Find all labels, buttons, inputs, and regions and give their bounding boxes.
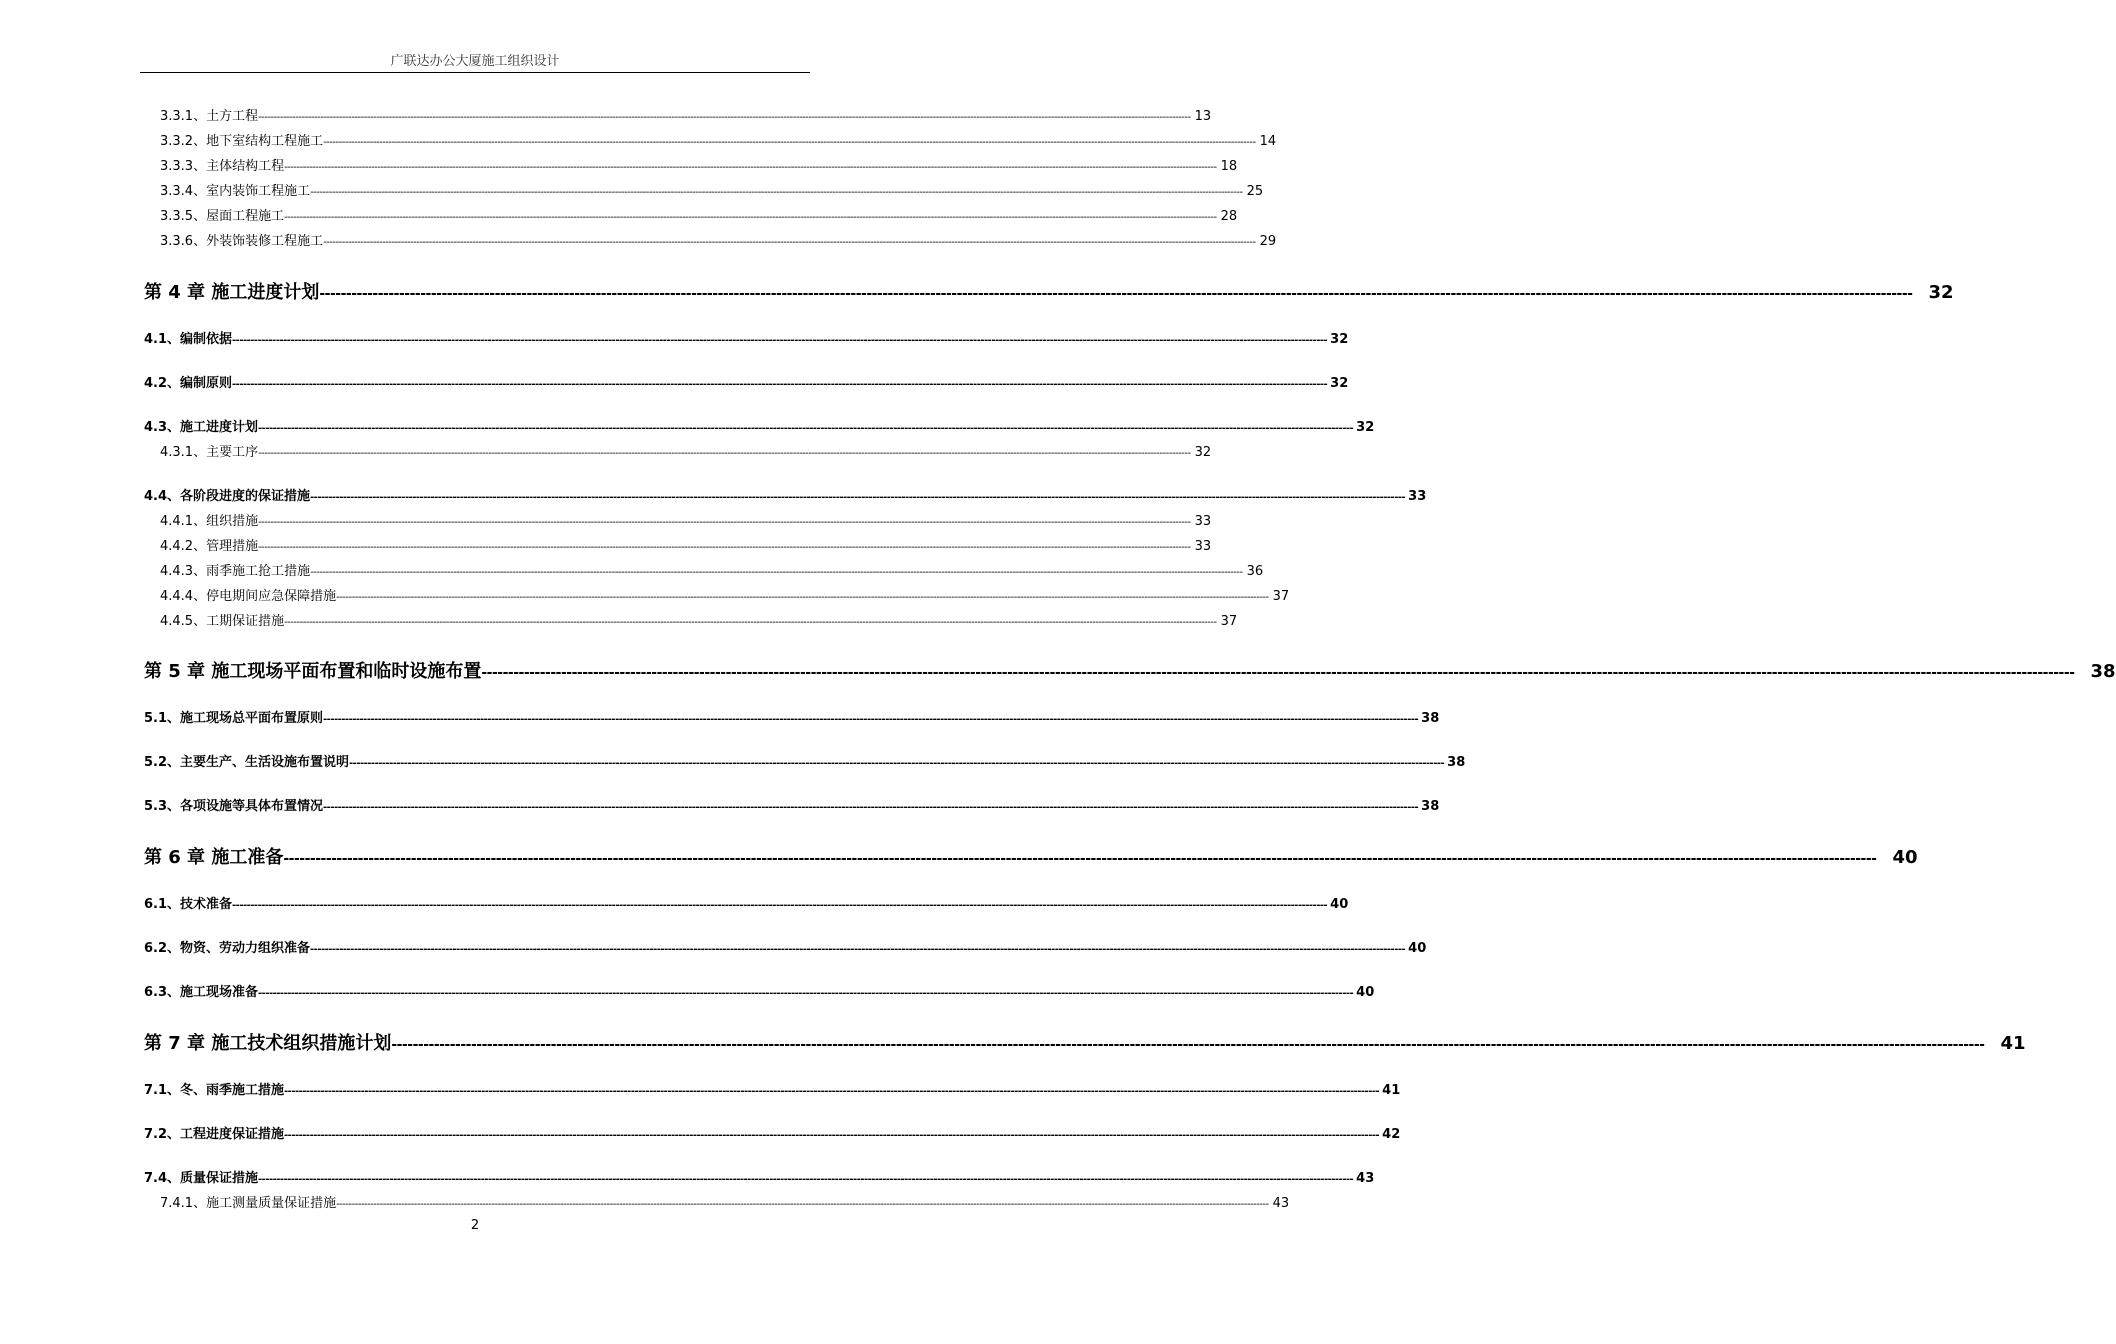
toc-leader-dots: ------------------------------------------------------------------------------------------------------------------------------------------------------------------------------------------------------------------------------------------------------------------------------------------------------------ [284, 617, 1217, 628]
toc-entry-label: 3.3.4、室内装饰工程施工 [160, 184, 311, 199]
toc-entry-page: 33 [1194, 539, 1212, 554]
toc-leader-dots: ------------------------------------------------------------------------------------------------------------------------------------------------------------------------------------------------------------------------------------------------------------------------------------------------------------ [336, 592, 1269, 603]
toc-leader-dots: ------------------------------------------------------------------------------------------------------------------------------------------------------------------------------------------------------------------------------------------------------------------------------------------------------------ [284, 1086, 1380, 1097]
toc-section-page: 40 [1408, 941, 1427, 956]
toc-leader-dots: ------------------------------------------------------------------------------------------------------------------------------------------------------------------------------------------------------------------------------------------------------------------------------------------------------------ [310, 492, 1406, 503]
toc-entry-page: 13 [1194, 109, 1212, 124]
toc-section-page: 32 [1330, 376, 1349, 391]
toc-leader-dots: ------------------------------------------------------------------------------------------------------------------------------------------------------------------------------------------------------------------------------------------------------------------------------------------------------------ [258, 1174, 1354, 1185]
toc-section[interactable] [144, 372, 1349, 391]
toc-section[interactable] [144, 937, 1427, 956]
toc-section[interactable] [144, 893, 1349, 912]
toc-leader-dots: ------------------------------------------------------------------------------------------------------------------------------------------------------------------------------------------------------------------------------------------------------------------------------------------------------------ [258, 542, 1191, 553]
toc-section-page: 32 [1330, 332, 1349, 347]
toc-entry[interactable] [160, 205, 1238, 224]
toc-leader-dots: ------------------------------------------------------------------------------------------------------------------------------------------------------------------------------------------------------------------------------------------------------------------------------------------------------------ [258, 112, 1191, 123]
toc-section-page: 41 [1382, 1083, 1401, 1098]
toc-entry-label: 3.3.3、主体结构工程 [160, 159, 285, 174]
toc-entry-label: 4.4.3、雨季施工抢工措施 [160, 564, 311, 579]
toc-leader-dots: ------------------------------------------------------------------------------------------------------------------------------------------------------------------------------------------------------------------------------------------------------------------------------------------------------------ [391, 1037, 1985, 1053]
toc-section-page: 38 [1421, 711, 1440, 726]
toc-section[interactable] [144, 1123, 1401, 1142]
toc-section-label: 6.1、技术准备 [144, 897, 233, 912]
toc-leader-dots: ------------------------------------------------------------------------------------------------------------------------------------------------------------------------------------------------------------------------------------------------------------------------------------------------------------ [481, 665, 2075, 681]
toc-leader-dots: ------------------------------------------------------------------------------------------------------------------------------------------------------------------------------------------------------------------------------------------------------------------------------------------------------------ [258, 448, 1191, 459]
toc-chapter-label: 第 7 章 施工技术组织措施计划 [144, 1033, 392, 1054]
header-rule [140, 72, 810, 73]
toc-entry[interactable] [160, 585, 1290, 604]
toc-section-label: 4.1、编制依据 [144, 332, 233, 347]
toc-section-label: 5.1、施工现场总平面布置原则 [144, 711, 324, 726]
toc-entry-page: 37 [1272, 589, 1290, 604]
toc-leader-dots: ------------------------------------------------------------------------------------------------------------------------------------------------------------------------------------------------------------------------------------------------------------------------------------------------------------ [323, 137, 1256, 148]
toc-section-label: 7.2、工程进度保证措施 [144, 1127, 285, 1142]
toc-chapter-page: 41 [2000, 1033, 2026, 1054]
toc-leader-dots: ------------------------------------------------------------------------------------------------------------------------------------------------------------------------------------------------------------------------------------------------------------------------------------------------------------ [323, 714, 1419, 725]
toc-leader-dots: ------------------------------------------------------------------------------------------------------------------------------------------------------------------------------------------------------------------------------------------------------------------------------------------------------------ [284, 162, 1217, 173]
toc-section[interactable] [144, 485, 1427, 504]
toc-entry[interactable] [160, 510, 1212, 529]
toc-entry-page: 43 [1272, 1196, 1290, 1211]
toc-section[interactable] [144, 1079, 1401, 1098]
toc-section-page: 32 [1356, 420, 1375, 435]
toc-section[interactable] [144, 751, 1466, 770]
toc-section-label: 6.2、物资、劳动力组织准备 [144, 941, 311, 956]
toc-entry-page: 25 [1246, 184, 1264, 199]
toc-leader-dots: ------------------------------------------------------------------------------------------------------------------------------------------------------------------------------------------------------------------------------------------------------------------------------------------------------------ [349, 758, 1445, 769]
toc-entry-page: 18 [1220, 159, 1238, 174]
toc-entry-label: 3.3.2、地下室结构工程施工 [160, 134, 324, 149]
toc-entry-label: 4.4.2、管理措施 [160, 539, 259, 554]
toc-chapter[interactable] [144, 1029, 2026, 1054]
toc-section-page: 42 [1382, 1127, 1401, 1142]
toc-leader-dots: ------------------------------------------------------------------------------------------------------------------------------------------------------------------------------------------------------------------------------------------------------------------------------------------------------------ [232, 900, 1328, 911]
toc-leader-dots: ------------------------------------------------------------------------------------------------------------------------------------------------------------------------------------------------------------------------------------------------------------------------------------------------------------ [258, 517, 1191, 528]
toc-leader-dots: ------------------------------------------------------------------------------------------------------------------------------------------------------------------------------------------------------------------------------------------------------------------------------------------------------------ [323, 237, 1256, 248]
toc-entry-label: 3.3.6、外装饰装修工程施工 [160, 234, 324, 249]
toc-leader-dots: ------------------------------------------------------------------------------------------------------------------------------------------------------------------------------------------------------------------------------------------------------------------------------------------------------------ [319, 286, 1913, 302]
toc-chapter-label: 第 6 章 施工准备 [144, 847, 284, 868]
toc-entry[interactable] [160, 180, 1264, 199]
toc-chapter[interactable] [144, 278, 1954, 303]
toc-entry[interactable] [160, 105, 1212, 124]
toc-section[interactable] [144, 1167, 1375, 1186]
toc-leader-dots: ------------------------------------------------------------------------------------------------------------------------------------------------------------------------------------------------------------------------------------------------------------------------------------------------------------ [232, 335, 1328, 346]
toc-leader-dots: ------------------------------------------------------------------------------------------------------------------------------------------------------------------------------------------------------------------------------------------------------------------------------------------------------------ [310, 944, 1406, 955]
toc-entry-label: 3.3.5、屋面工程施工 [160, 209, 285, 224]
toc-section-label: 4.3、施工进度计划 [144, 420, 259, 435]
toc-chapter-page: 38 [2090, 661, 2116, 682]
toc-entry[interactable] [160, 130, 1277, 149]
toc-leader-dots: ------------------------------------------------------------------------------------------------------------------------------------------------------------------------------------------------------------------------------------------------------------------------------------------------------------ [258, 988, 1354, 999]
toc-chapter-label: 第 4 章 施工进度计划 [144, 282, 320, 303]
toc-entry-label: 4.4.1、组织措施 [160, 514, 259, 529]
toc-leader-dots: ------------------------------------------------------------------------------------------------------------------------------------------------------------------------------------------------------------------------------------------------------------------------------------------------------------ [258, 423, 1354, 434]
toc-section[interactable] [144, 328, 1349, 347]
toc-entry-label: 4.3.1、主要工序 [160, 445, 259, 460]
toc-section-label: 6.3、施工现场准备 [144, 985, 259, 1000]
toc-entry[interactable] [160, 1192, 1290, 1211]
toc-section-page: 40 [1356, 985, 1375, 1000]
toc-section-page: 38 [1447, 755, 1466, 770]
toc-section[interactable] [144, 795, 1440, 814]
toc-entry-page: 29 [1259, 234, 1277, 249]
toc-entry-page: 14 [1259, 134, 1277, 149]
page-header-title: 广联达办公大厦施工组织设计 [390, 54, 560, 69]
toc-section-label: 4.4、各阶段进度的保证措施 [144, 489, 311, 504]
toc-leader-dots: ------------------------------------------------------------------------------------------------------------------------------------------------------------------------------------------------------------------------------------------------------------------------------------------------------------ [310, 187, 1243, 198]
toc-leader-dots: ------------------------------------------------------------------------------------------------------------------------------------------------------------------------------------------------------------------------------------------------------------------------------------------------------------ [232, 379, 1328, 390]
toc-chapter-page: 40 [1892, 847, 1918, 868]
toc-section-label: 4.2、编制原则 [144, 376, 233, 391]
page-number: 2 [470, 1218, 480, 1233]
toc-entry[interactable] [160, 535, 1212, 554]
toc-entry-page: 28 [1220, 209, 1238, 224]
toc-entry-label: 7.4.1、施工测量质量保证措施 [160, 1196, 337, 1211]
toc-section-page: 40 [1330, 897, 1349, 912]
toc-entry-page: 32 [1194, 445, 1212, 460]
toc-entry-label: 4.4.4、停电期间应急保障措施 [160, 589, 337, 604]
toc-leader-dots: ------------------------------------------------------------------------------------------------------------------------------------------------------------------------------------------------------------------------------------------------------------------------------------------------------------ [283, 851, 1877, 867]
toc-entry-page: 33 [1194, 514, 1212, 529]
toc-section-page: 38 [1421, 799, 1440, 814]
toc-chapter[interactable] [144, 843, 1918, 868]
toc-section[interactable] [144, 707, 1440, 726]
toc-leader-dots: ------------------------------------------------------------------------------------------------------------------------------------------------------------------------------------------------------------------------------------------------------------------------------------------------------------ [336, 1199, 1269, 1210]
toc-section-page: 43 [1356, 1171, 1375, 1186]
toc-entry-page: 37 [1220, 614, 1238, 629]
toc-chapter-label: 第 5 章 施工现场平面布置和临时设施布置 [144, 661, 482, 682]
toc-leader-dots: ------------------------------------------------------------------------------------------------------------------------------------------------------------------------------------------------------------------------------------------------------------------------------------------------------------ [284, 1130, 1380, 1141]
toc-section[interactable] [144, 981, 1375, 1000]
toc-entry[interactable] [160, 560, 1264, 579]
toc-section-label: 5.3、各项设施等具体布置情况 [144, 799, 324, 814]
toc-entry[interactable] [160, 230, 1277, 249]
toc-entry-page: 36 [1246, 564, 1264, 579]
toc-chapter-page: 32 [1928, 282, 1954, 303]
toc-entry[interactable] [160, 610, 1238, 629]
toc-entry-label: 3.3.1、土方工程 [160, 109, 259, 124]
toc-section-label: 7.1、冬、雨季施工措施 [144, 1083, 285, 1098]
toc-leader-dots: ------------------------------------------------------------------------------------------------------------------------------------------------------------------------------------------------------------------------------------------------------------------------------------------------------------ [310, 567, 1243, 578]
toc-leader-dots: ------------------------------------------------------------------------------------------------------------------------------------------------------------------------------------------------------------------------------------------------------------------------------------------------------------ [284, 212, 1217, 223]
toc-section-label: 7.4、质量保证措施 [144, 1171, 259, 1186]
toc-entry[interactable] [160, 155, 1238, 174]
toc-section-page: 33 [1408, 489, 1427, 504]
toc-chapter[interactable] [144, 657, 2116, 682]
toc-section-label: 5.2、主要生产、生活设施布置说明 [144, 755, 350, 770]
toc-entry-label: 4.4.5、工期保证措施 [160, 614, 285, 629]
toc-leader-dots: ------------------------------------------------------------------------------------------------------------------------------------------------------------------------------------------------------------------------------------------------------------------------------------------------------------ [323, 802, 1419, 813]
toc-entry[interactable] [160, 441, 1212, 460]
toc-section[interactable] [144, 416, 1375, 435]
